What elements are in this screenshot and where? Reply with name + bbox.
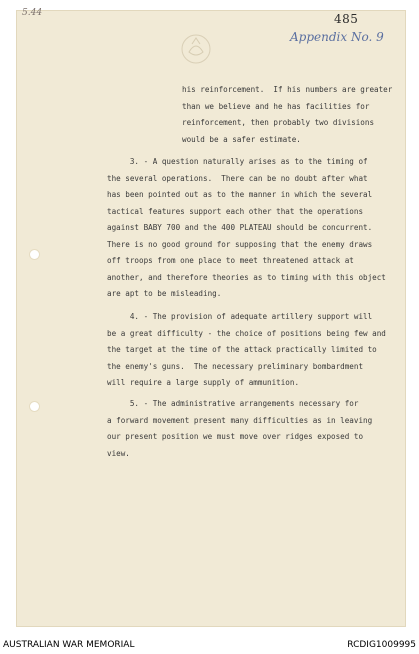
punch-hole-bottom	[30, 402, 39, 411]
footer-institution: AUSTRALIAN WAR MEMORIAL	[3, 640, 135, 650]
handwritten-reference: 5.44	[22, 8, 43, 18]
punch-hole-top	[30, 250, 39, 259]
crest-emblem-icon	[179, 32, 213, 66]
appendix-label: Appendix No. 9	[290, 30, 384, 44]
paragraph-continued: his reinforcement. If his numbers are greater than we believe and he has facilities for reinforcement, then probably two divisions would be a safer estimate.	[182, 85, 393, 144]
handwritten-page-number: 485	[334, 12, 359, 26]
footer-catalog-id: RCDIG1009995	[347, 640, 416, 650]
paragraph-5: 5. - The administrative arrangements necessary for a forward movement present many difficulties as in leaving our present position we must move over ridges exposed to view.	[107, 399, 373, 458]
paragraph-4: 4. - The provision of adequate artillery support will be a great difficulty - the choice of positions being few and the target at the time of the attack practically limited to the enemy's guns. The necessary preliminary bombardment will require a large supply of ammunition.	[107, 312, 386, 387]
paragraph-3: 3. - A question naturally arises as to the timing of the several operations. There can be no doubt after what has been pointed out as to the manner in which the several tactical features support each other that the operations against BABY 700 and the 400 PLATEAU should be concurrent. There is no good ground for supposing that the enemy draws off troops from one place to meet threatened attack at another, and therefore theories as to timing with this object are apt to be misleading.	[107, 157, 386, 298]
